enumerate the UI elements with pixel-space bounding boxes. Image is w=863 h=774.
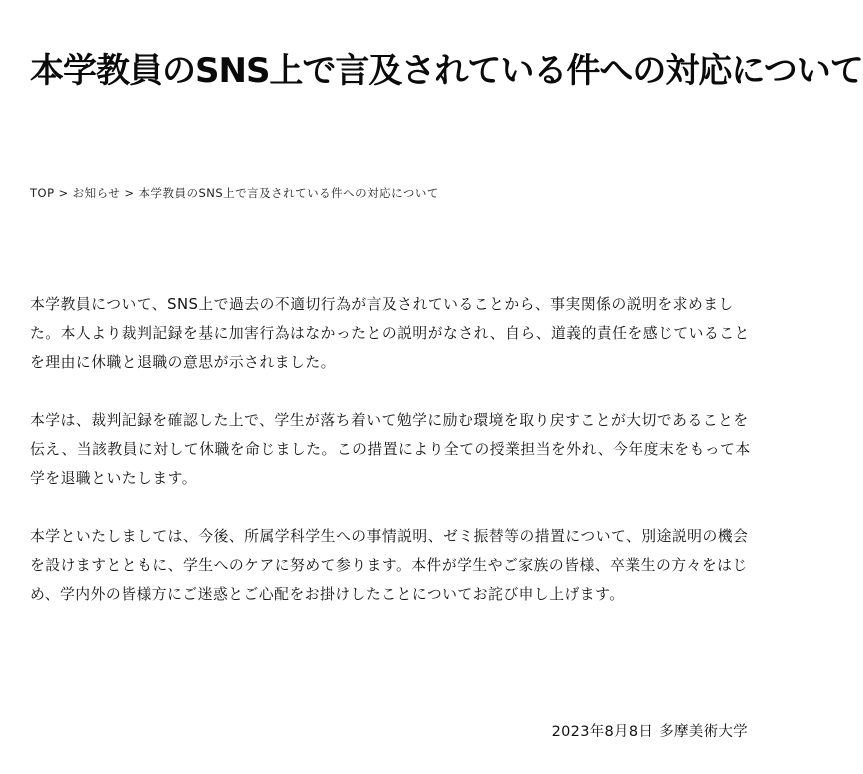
breadcrumb-item-top[interactable]: TOP (30, 186, 55, 200)
signature-date: 2023年8月8日 (551, 724, 654, 740)
article-body (30, 290, 752, 638)
breadcrumb-separator: > (124, 186, 135, 200)
article-paragraph: 本学教員について、SNS上で過去の不適切行為が言及されていることから、事実関係の説明を求めました。本人より裁判記録を基に加害行為はなかったとの説明がなされ、自ら、道義的責任を感じていることを理由に休職と退職の意思が示されました。 (30, 296, 750, 371)
breadcrumb-item-news[interactable]: お知らせ (72, 186, 121, 200)
article-paragraph: 本学といたしましては、今後、所属学科学生への事情説明、ゼミ振替等の措置について、別途説明の機会を設けますとともに、学生へのケアに努めて参ります。本件が学生やご家族の皆様、卒業生の方々をはじめ、学内外の皆様方にご迷惑とご心配をお掛けしたことについてお詫び申し上げます。 (30, 528, 749, 603)
breadcrumb (30, 185, 439, 201)
breadcrumb-item-current: 本学教員のSNS上で言及されている件への対応について (138, 186, 439, 200)
signature (552, 722, 748, 742)
article-paragraph: 本学は、裁判記録を確認した上で、学生が落ち着いて勉学に励む環境を取り戻すことが大切であることを伝え、当該教員に対して休職を命じました。この措置により全ての授業担当を外れ、今年度末をもって本学を退職といたします。 (30, 412, 751, 487)
breadcrumb-separator: > (58, 186, 69, 200)
signature-organization: 多摩美術大学 (659, 724, 748, 740)
page-title: 本学教員のSNS上で言及されている件への対応について (30, 51, 863, 91)
